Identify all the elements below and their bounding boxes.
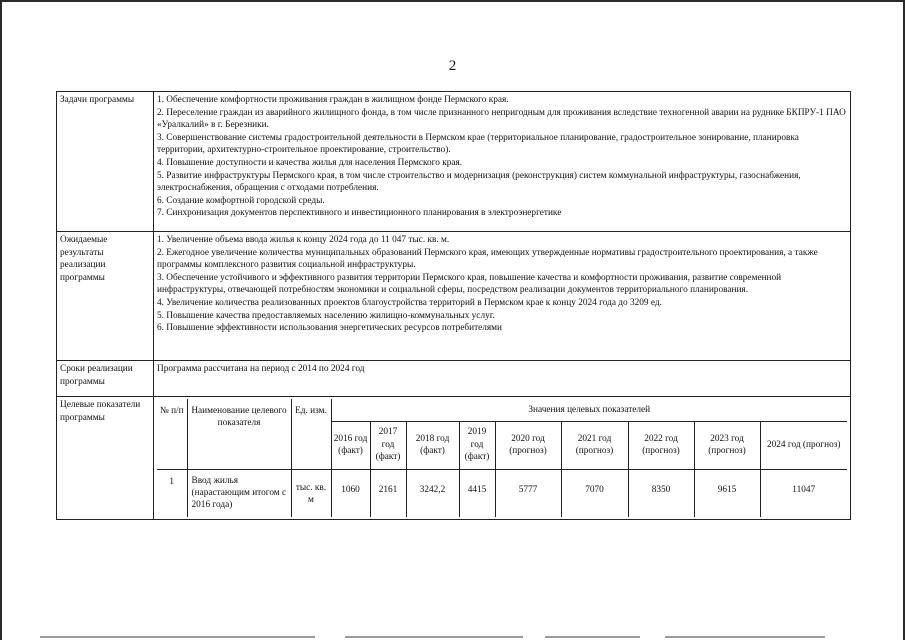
list-item: 3. Обеспечение устойчивого и эффективного развития территории Пермского края, повышение качества и комфортности проживания, развитие современной инфраструктуры, отвечающей потребностям экономики и социальной сферы, посредством реализации документов территориального планирования.: [157, 272, 782, 296]
year-header: 2022 год (прогноз): [628, 421, 694, 469]
scan-edge-bottom: [665, 636, 825, 638]
year-header: 2020 год (прогноз): [495, 421, 561, 469]
indicator-value: 9615: [694, 469, 760, 517]
list-item: 6. Повышение эффективности использования энергетических ресурсов потребителями: [157, 323, 503, 334]
col-header-no: № п/п: [157, 399, 187, 469]
indicators-cell: [154, 397, 851, 520]
indicator-value: 7070: [561, 469, 628, 517]
row-number: 1: [157, 469, 187, 517]
scan-edge-bottom: [545, 636, 640, 638]
section-content: [154, 92, 851, 232]
table-row: [157, 469, 847, 517]
list-item: 5. Развитие инфраструктуры Пермского края, в том числе строительство и модернизация (реконструкция) систем коммунальной инфраструктуры, газоснабжения, электроснабжения, обращения с отходами потребления.: [157, 170, 801, 194]
year-header: 2021 год (прогноз): [561, 421, 628, 469]
list-item: 5. Повышение качества предоставляемых населению жилищно-коммунальных услуг.: [157, 310, 495, 321]
year-header: 2018 год (факт): [406, 421, 459, 469]
section-row-period: [57, 361, 851, 397]
section-label: Сроки реализации программы: [57, 361, 154, 397]
values-header: Значения целевых показателей: [331, 399, 847, 421]
list-item: 1. Увеличение объема ввода жилья к концу 2024 года до 11 047 тыс. кв. м.: [157, 235, 450, 245]
indicator-unit: тыс. кв. м: [291, 469, 331, 517]
section-label: Ожидаемые результаты реализации программы: [57, 232, 154, 361]
year-header: 2023 год (прогноз): [694, 421, 760, 469]
list-item: 4. Увеличение количества реализованных проектов благоустройства территорий в Пермском крае к концу 2024 года до 3209 ед.: [157, 297, 662, 308]
scan-edge-bottom: [345, 636, 523, 638]
list-item: 3. Совершенствование системы градостроительной деятельности в Пермском крае (территориальное планирование, градостроительное зонирование, планировка территории, архитектурно-строительное проектирование, строительство).: [157, 132, 799, 156]
section-row-indicators: [57, 397, 851, 520]
year-header: 2024 год (прогноз): [760, 421, 847, 469]
passport-table: [56, 91, 851, 520]
list-item: Программа рассчитана на период с 2014 по 2024 год: [157, 364, 365, 374]
section-label: Задачи программы: [57, 92, 154, 232]
indicator-value: 8350: [628, 469, 694, 517]
section-label: Целевые показатели программы: [57, 397, 154, 520]
indicators-header-row: [157, 399, 847, 421]
year-header: 2017 год (факт): [370, 421, 406, 469]
indicator-value: 3242,2: [406, 469, 459, 517]
scan-edge-bottom: [40, 636, 315, 638]
list-item: 7. Синхронизация документов перспективного и инвестиционного планирования в электроэнергетике: [157, 208, 562, 219]
section-content: [154, 232, 851, 361]
indicator-value: 1060: [331, 469, 370, 517]
section-row-tasks: [57, 92, 851, 232]
year-header: 2019 год (факт): [459, 421, 495, 469]
list-item: 2. Переселение граждан из аварийного жилищного фонда, в том числе признанного непригодным для проживания вследствие техногенной аварии на руднике БКПРУ-1 ПАО «Уралкалий» в г. Березники.: [157, 107, 846, 131]
indicator-name: Ввод жилья (нарастающим итогом с 2016 года): [187, 469, 291, 517]
col-header-unit: Ед. изм.: [291, 399, 331, 469]
section-row-results: [57, 232, 851, 361]
page-number: 2: [448, 58, 457, 74]
list-item: 6. Создание комфортной городской среды.: [157, 195, 325, 206]
list-item: 1. Обеспечение комфортности проживания граждан в жилищном фонде Пермского края.: [157, 95, 509, 105]
list-item: 2. Ежегодное увеличение количества муниципальных образований Пермского края, имеющих утвержденные нормативы градостроительного проектирования, а также программы комплексного развития социальной инфраструктуры.: [157, 247, 818, 271]
scan-edge-top: [0, 0, 905, 2]
year-header: 2016 год (факт): [331, 421, 370, 469]
indicator-value: 4415: [459, 469, 495, 517]
col-header-name: Наименование целевого показателя: [187, 399, 291, 469]
indicators-table: [157, 399, 847, 517]
list-item: 4. Повышение доступности и качества жилья для населения Пермского края.: [157, 157, 463, 168]
scan-edge-left: [0, 0, 2, 640]
indicator-value: 5777: [495, 469, 561, 517]
indicator-value: 2161: [370, 469, 406, 517]
indicator-value: 11047: [760, 469, 847, 517]
section-content: [154, 361, 851, 397]
